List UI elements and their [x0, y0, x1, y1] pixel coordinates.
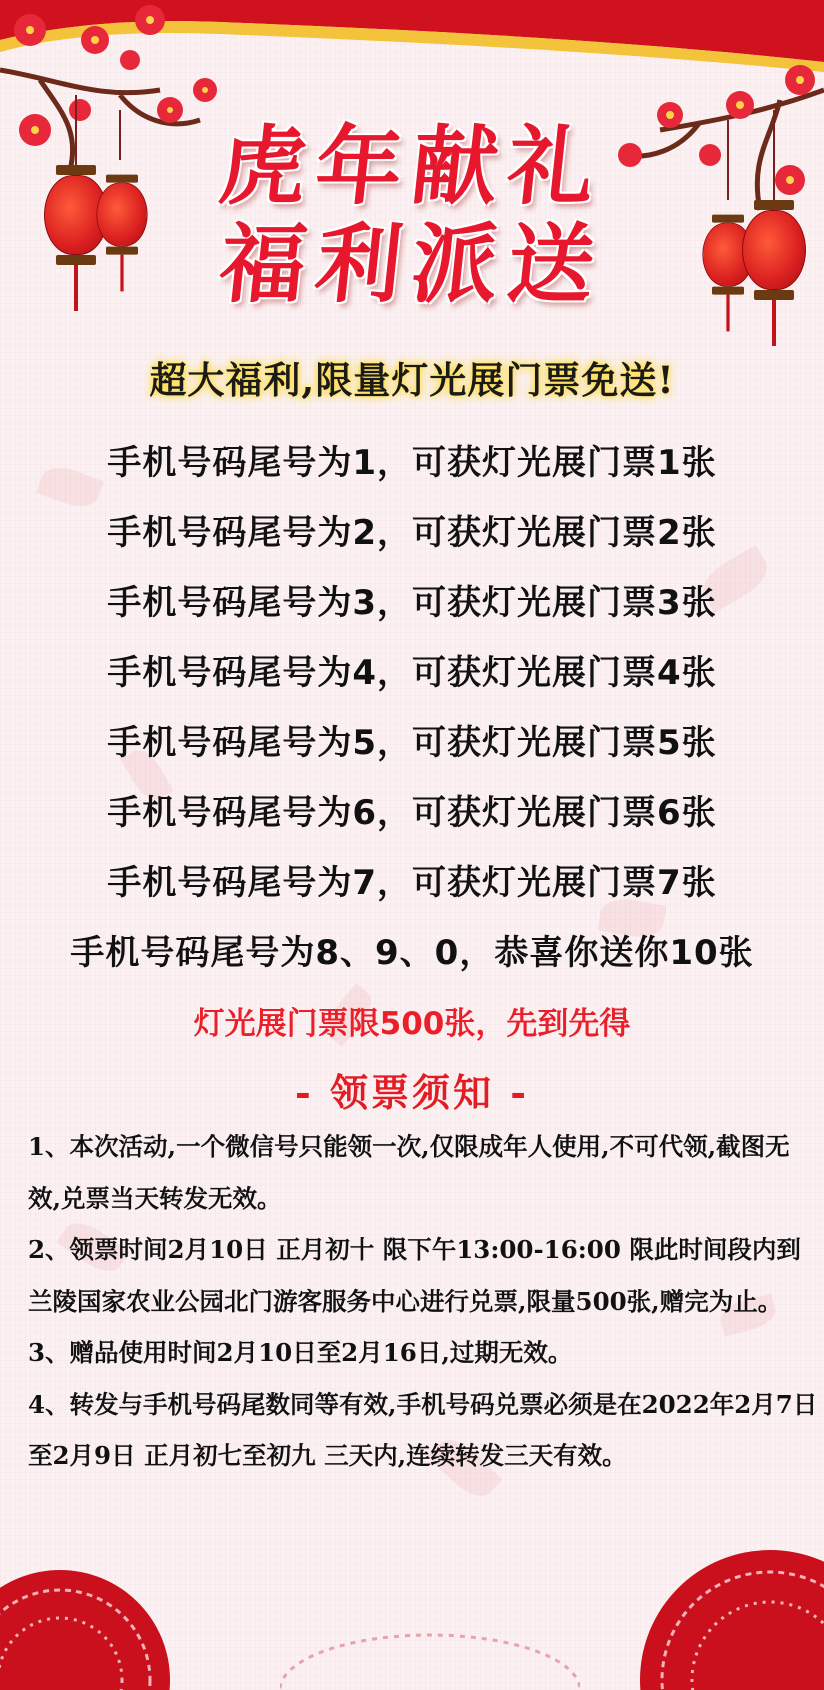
notice-item: 1、本次活动,一个微信号只能领一次,仅限成年人使用,不可代领,截图无效,兑票当天转发无效。	[28, 1132, 790, 1213]
subtitle: 超大福利,限量灯光展门票免送!	[149, 358, 675, 402]
notice-item: 2、领票时间2月10日 正月初十 限下午13:00-16:00 限此时间段内到兰陵国家农业公园北门游客服务中心进行兑票,限量500张,赠完为止。	[28, 1235, 801, 1316]
reward-rule: 手机号码尾号为4，可获灯光展门票4张	[107, 653, 717, 693]
reward-rules-list	[0, 437, 824, 997]
notice-item: 3、赠品使用时间2月10日至2月16日,过期无效。	[28, 1338, 573, 1367]
notice-title: - 领票须知 -	[294, 1070, 529, 1115]
paper-cut-icon	[0, 1540, 220, 1690]
reward-rule: 手机号码尾号为1，可获灯光展门票1张	[107, 443, 717, 483]
reward-rule: 手机号码尾号为3，可获灯光展门票3张	[107, 583, 717, 623]
ticket-limit-text: 灯光展门票限500张，先到先得	[193, 1006, 631, 1042]
paper-cut-icon	[280, 1600, 580, 1690]
reward-rule: 手机号码尾号为5，可获灯光展门票5张	[107, 723, 717, 763]
reward-rule: 手机号码尾号为2，可获灯光展门票2张	[107, 513, 717, 553]
reward-rule: 手机号码尾号为8、9、0，恭喜你送你10张	[70, 933, 754, 973]
title-line-1: 虎年献礼	[214, 116, 610, 217]
notice-list	[28, 1121, 818, 1482]
title-line-2: 福利派送	[214, 214, 610, 315]
paper-cut-icon	[620, 1520, 824, 1690]
notice-item: 4、转发与手机号码尾数同等有效,手机号码兑票必须是在2022年2月7日至2月9日 正月初七至初九 三天内,连续转发三天有效。	[28, 1389, 818, 1470]
reward-rule: 手机号码尾号为6，可获灯光展门票6张	[107, 793, 717, 833]
reward-rule: 手机号码尾号为7，可获灯光展门票7张	[107, 863, 717, 903]
